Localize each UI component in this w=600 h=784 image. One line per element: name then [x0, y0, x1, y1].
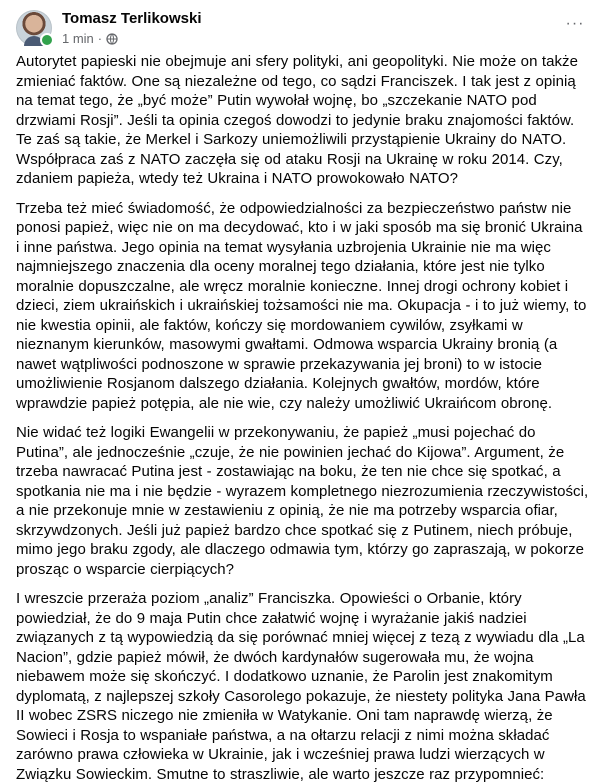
post-paragraph: Nie widać też logiki Ewangelii w przekonywaniu, że papież „musi pojechać do Putina”, ale jednocześnie „czuje, że nie powinien jechać do Kijowa”. Argument, że trzeba nawracać Putina jest - zostawiając na boku, że ten nie chce się spotkać, a spotkania nie ma i nie będzie - wyrazem kompletnego niezrozumienia rzeczywistości, a nie przekonuje mnie w zestawieniu z opinią, że nie ma potrzeby wsparcia ofiar, skrzywdzonych. Jeśli już papież bardzo chce spotkać się z Putinem, niech próbuje, mimo jego braku zgody, ale dlaczego odmawia tym, którzy go zapraszają, w pokorze prosząc o wsparcie cierpiących? — [16, 424, 589, 578]
timestamp[interactable]: 1 min — [62, 31, 94, 46]
author-name[interactable]: Tomasz Terlikowski — [62, 10, 202, 27]
post-body — [16, 52, 589, 784]
globe-icon[interactable] — [106, 33, 118, 45]
meta-separator: · — [97, 31, 103, 46]
post-paragraph: I wreszcie przeraża poziom „analiz” Franciszka. Opowieści o Orbanie, który powiedział, że do 9 maja Putin chce załatwić wojnę i wyrażanie jakiś nadziei związanych z tą wypowiedzią da się porównać mniej więcej z tezą z wywiadu dla „La Nacion”, gdzie papież mówił, że dwóch kardynałów sugerowała mu, że wojna niebawem może się skończyć. I dodatkowo uznanie, że Parolin jest znakomitym dyplomatą, z najlepszej szkoły Casorolego pokazuje, że niestety polityka Jana Pawła II wobec ZSRS niczego nie zmieniła w Watykanie. Oni tam naprawdę wierzą, że Sowieci i Rosja to wspaniałe państwa, a na ołtarzu relacji z nimi można składać zarówno prawa człowieka w Ukrainie, jak i wcześniej prawa ludzi wierzących w Związku Sowieckim. Smutne to straszliwie, ale warto jeszcze raz przypomnieć: — [16, 590, 586, 783]
online-status-icon — [40, 33, 54, 47]
post-paragraph: Autorytet papieski nie obejmuje ani sfery polityki, ani geopolityki. Nie może on także zmieniać faktów. One są niezależne od tego, co sądzi Franciszek. I tak jest z opinią na temat tego, że „być może” Putin wywołał wojnę, bo „szczekanie NATO pod drzwiami Rosji”. Jeśli ta opinia czegoś dowodzi to jedynie braku znajomości faktów. Te zaś są takie, że Merkel i Sarkozy uniemożliwili przystąpienie Ukrainy do NATO. Współpraca zaś z NATO zaczęła się od ataku Rosji na Ukrainę w roku 2014. Czy, zdaniem papieża, wtedy też Ukraina i NATO prowokowało NATO? — [16, 53, 578, 187]
post-paragraph: Trzeba też mieć świadomość, że odpowiedzialności za bezpieczeństwo państw nie ponosi papież, więc nie on ma decydować, kto i w jaki sposób ma się bronić Ukraina i inne państwa. Jego opinia na temat wysyłania uzbrojenia Ukrainie nie ma więc najmniejszego znaczenia dla oceny moralnej tego działania, które jest nie tylko moralnie dopuszczalne, ale wręcz moralnie konieczne. Innej drogi ochrony kobiet i dzieci, ziem ukraińskich i ukraińskiej tożsamości nie ma. Okupacja - i to już wiemy, to nie kwestia opinii, ale faktów, kończy się mordowaniem cywilów, zsyłkami w nieznanym kierunków, masowymi gwałtami. Odmowa wsparcia Ukrainy bronią (a nawet wątpliwości podnoszone w sprawie przekazywania jej broni) to w istocie umożliwienie Rosjanom dalszego działania. Kolejnych gwałtów, mordów, które wprawdzie papież potępia, ale nie wie, czy należy umożliwić Ukraińcom obronę. — [16, 199, 587, 412]
more-icon[interactable]: ··· — [565, 15, 585, 32]
post-header — [16, 0, 589, 52]
post-meta — [62, 31, 118, 46]
avatar[interactable] — [16, 10, 52, 46]
